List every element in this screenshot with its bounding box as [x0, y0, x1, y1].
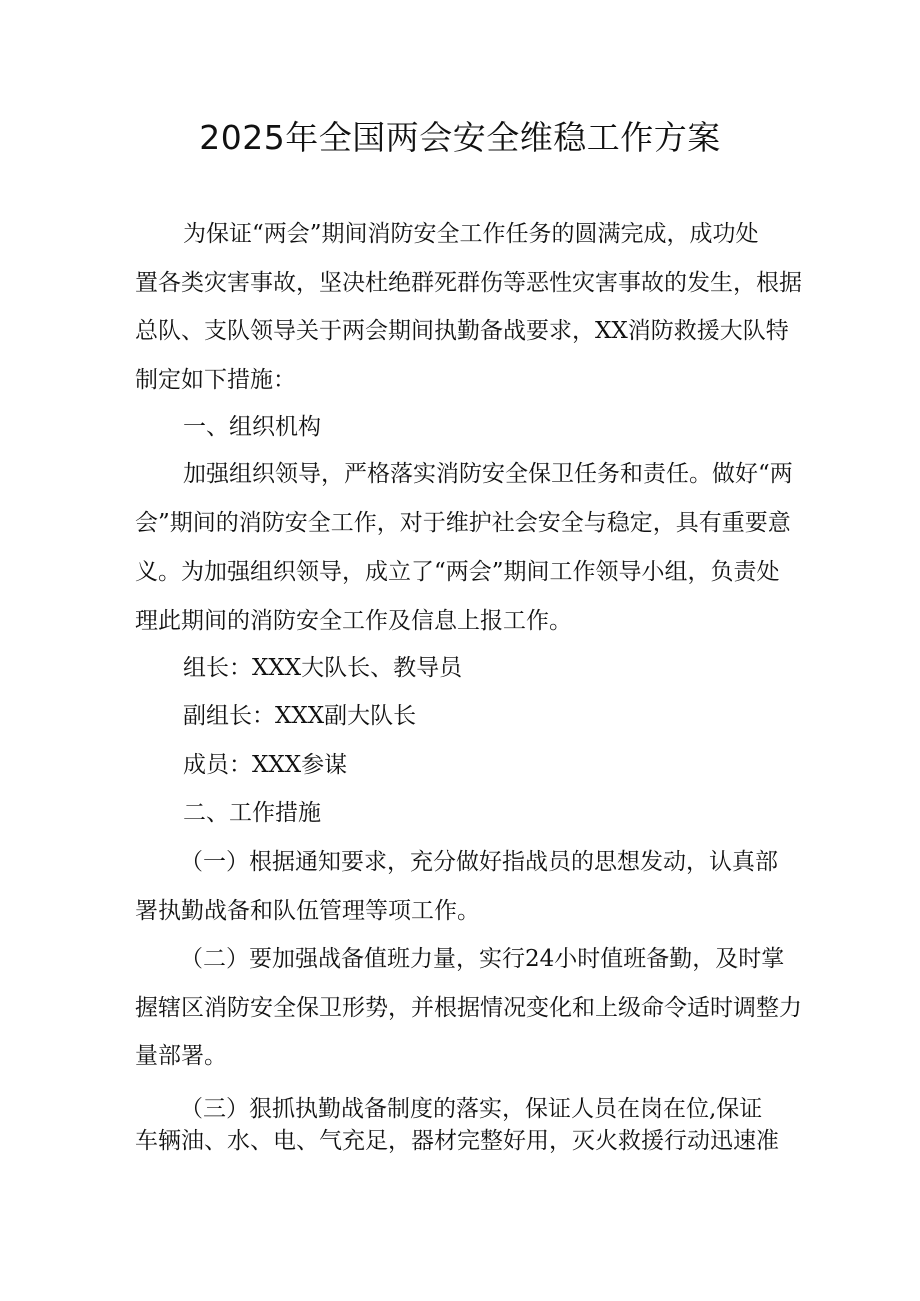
- intro-line-2: 置各类灾害事故，坚决杜绝群死群伤等恶性灾害事故的发生，根据: [135, 270, 802, 296]
- intro-line-4: 制定如下措施：: [135, 367, 296, 393]
- section1-line-2: 会”期间的消防安全工作，对于维护社会安全与稳定，具有重要意: [135, 510, 791, 536]
- document-title: 2025年全国两会安全维稳工作方案: [199, 118, 721, 157]
- members-line: 成员：XXX参谋: [183, 752, 348, 778]
- section1-line-1: 加强组织领导，严格落实消防安全保卫任务和责任。做好“两: [183, 461, 793, 487]
- item3-line-1: （三）狠抓执勤战备制度的落实，保证人员在岗在位,保证: [180, 1096, 763, 1122]
- leader-line: 组长：XXX大队长、教导员: [183, 655, 463, 681]
- item1-line-2: 署执勤战备和队伍管理等项工作。: [135, 898, 480, 924]
- deputy-leader-line: 副组长：XXX副大队长: [183, 703, 417, 729]
- item2-line-2: 握辖区消防安全保卫形势，并根据情况变化和上级命令适时调整力: [135, 995, 802, 1021]
- intro-line-1: 为保证“两会”期间消防安全工作任务的圆满完成，成功处: [183, 221, 759, 247]
- section2-heading: 二、工作措施: [183, 800, 321, 826]
- section1-line-3: 义。为加强组织领导，成立了“两会”期间工作领导小组，负责处: [135, 559, 780, 585]
- item2-line-3: 量部署。: [135, 1043, 227, 1069]
- item2-line-1: （二）要加强战备值班力量，实行24小时值班备勤，及时掌: [180, 946, 785, 972]
- item3-line-2: 车辆油、水、电、气充足，器材完整好用，灭火救援行动迅速准: [135, 1128, 779, 1154]
- intro-line-3: 总队、支队领导关于两会期间执勤备战要求，XX消防救援大队特: [135, 318, 789, 344]
- section1-line-4: 理此期间的消防安全工作及信息上报工作。: [135, 608, 572, 634]
- section1-heading: 一、组织机构: [183, 414, 321, 440]
- item1-line-1: （一）根据通知要求，充分做好指战员的思想发动，认真部: [180, 849, 778, 875]
